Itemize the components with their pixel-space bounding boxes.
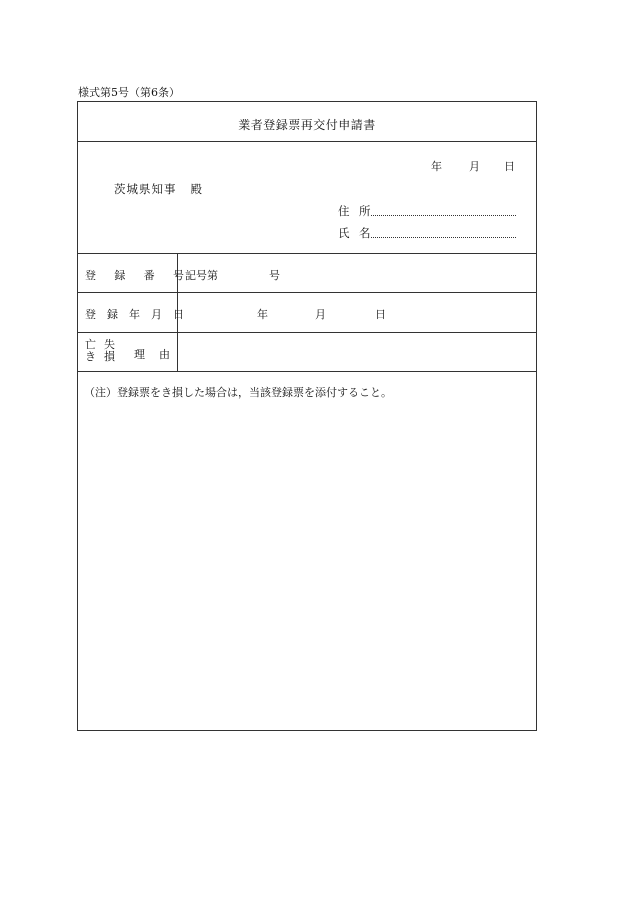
registration-month-label: 月: [315, 308, 326, 321]
divider: [78, 292, 536, 293]
addressee: [114, 181, 203, 197]
date-day-label: 日: [504, 160, 515, 173]
registration-day-label: 日: [375, 308, 386, 321]
form-id: 様式第5号（第6条）: [78, 86, 180, 99]
label-char: き: [85, 350, 96, 363]
reason-field[interactable]: [178, 333, 537, 371]
label-char: 損: [104, 350, 115, 363]
reason-label-stack: [85, 339, 115, 363]
name-field[interactable]: [371, 237, 516, 238]
label-char: 月: [151, 308, 162, 321]
label-char: 失: [104, 338, 115, 351]
address-label-1: 住: [338, 204, 350, 218]
label-char: 番: [143, 269, 155, 282]
label-char: 理: [134, 348, 145, 361]
registration-date-label: [78, 306, 190, 322]
label-char: 亡: [85, 338, 96, 351]
label-char: 録: [114, 269, 126, 282]
registration-number-prefix: 記号第: [185, 269, 218, 282]
application-form: [77, 101, 537, 731]
note-text: （注）登録票をき損した場合は，当該登録票を添付すること。: [84, 386, 392, 399]
name-label-1: 氏: [338, 226, 350, 240]
label-char: 登: [85, 269, 96, 282]
registration-number-suffix: 号: [269, 269, 280, 282]
reason-label: [78, 339, 177, 369]
label-char: 年: [129, 308, 140, 321]
addressee-name: 茨城県知事: [114, 182, 177, 196]
divider: [78, 371, 536, 372]
divider: [78, 141, 536, 142]
label-char: 日: [173, 308, 184, 321]
registration-number-label: [78, 267, 190, 283]
label-char: 号: [172, 269, 184, 282]
label-char: 由: [159, 348, 170, 361]
date-month-label: 月: [469, 160, 480, 173]
address-label-2: 所: [359, 204, 371, 218]
form-title: 業者登録票再交付申請書: [238, 118, 376, 132]
date-year-label: 年: [431, 160, 442, 173]
label-char: 登: [85, 308, 96, 321]
divider: [78, 253, 536, 254]
address-field[interactable]: [371, 215, 516, 216]
label-char: 録: [107, 308, 118, 321]
name-label-2: 名: [359, 226, 371, 240]
registration-year-label: 年: [257, 308, 268, 321]
addressee-honorific: 殿: [190, 182, 203, 196]
